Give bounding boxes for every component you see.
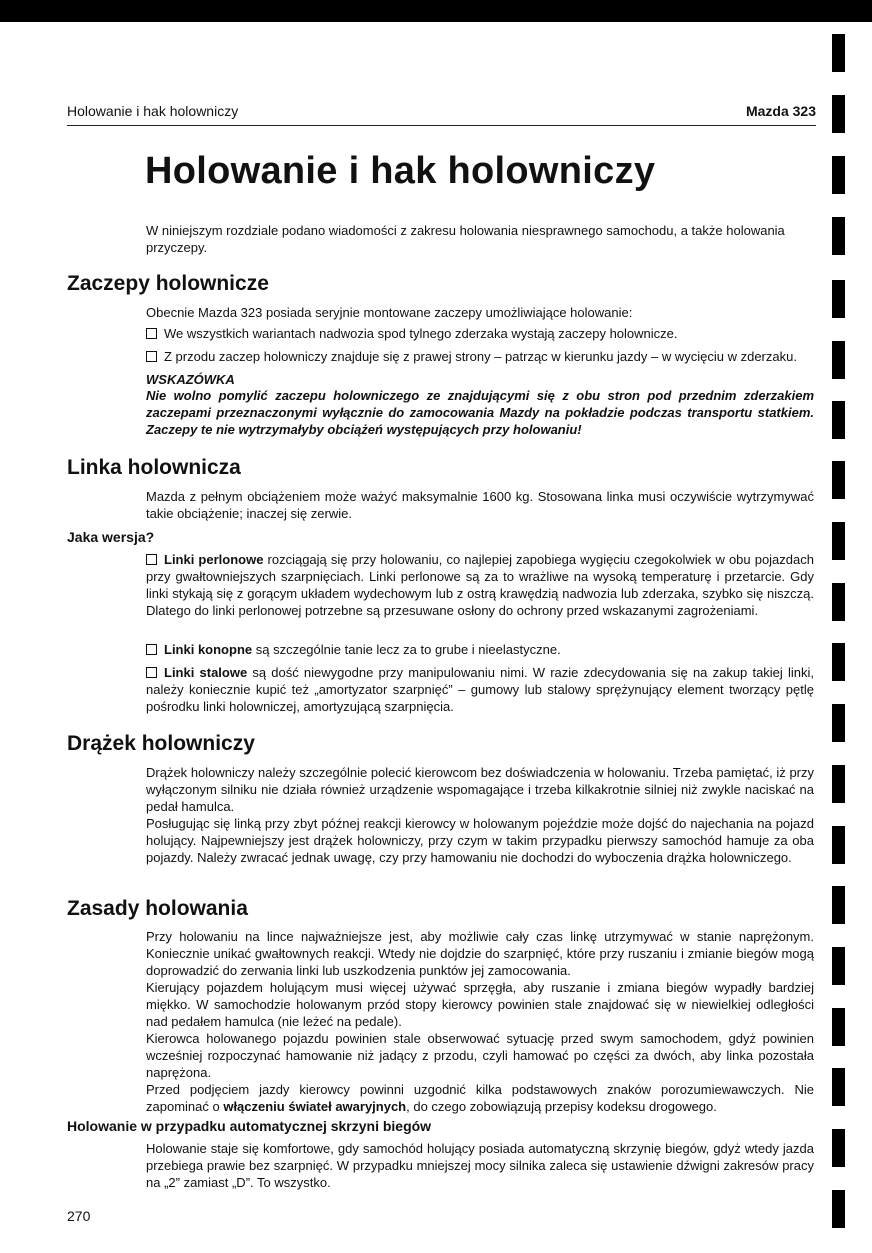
item-text: są szczególnie tanie lecz za to grube i nieelastyczne. (252, 642, 561, 657)
checkbox-bullet-icon (146, 644, 157, 655)
edge-mark (832, 886, 845, 924)
edge-mark (832, 1129, 845, 1167)
paragraph-text: , do czego zobowiązują przepisy kodeksu drogowego. (406, 1099, 717, 1114)
edge-mark (832, 95, 845, 133)
edge-mark (832, 643, 845, 681)
edge-mark (832, 1068, 845, 1106)
edge-mark (832, 1190, 845, 1228)
item-text: rozciągają się przy holowaniu, co najlepiej zapobiega wygięciu czegokolwiek w obu pojazdach przy gwałtowniejszych szarpnięciach. Linki perlonowe są za to wrażliwe na wysoką temperaturę i przetarcie. Gdy linki stykają się z gorącym układem wydechowym lub z ostrą krawędzią nadwozia lub zderzaka, szybko się niszczą. Dlatego do linki perlonowej potrzebne są przesuwane osłony do ochrony przed wskazanymi zagrożeniami. (146, 552, 814, 618)
header-chapter-title: Holowanie i hak holowniczy (67, 103, 239, 119)
item-text: są dość niewygodne przy manipulowaniu nimi. W razie zdecydowania się na zakup takiej linki, należy koniecznie kupić też „amortyzator szarpnięć” – gumowy lub stalowy sprężynujący element tworzący pętlę pośrodku linki holowniczej, amortyzującą szarpnięcia. (146, 665, 814, 714)
edge-mark (832, 765, 845, 803)
edge-mark (832, 826, 845, 864)
running-header (67, 101, 816, 126)
section-heading-linka: Linka holownicza (67, 456, 241, 479)
zasady-paragraph-3: Kierowca holowanego pojazdu powinien stale obserwować sytuację przed swym samochodem, gdyż powinien wcześniej rozpoczynać hamowanie niż jadący z przodu, czyli hamować po części za dwóch, aby linka pozostała naprężona. (146, 1031, 814, 1080)
item-term: Linki konopne (164, 642, 253, 657)
zasady-paragraph-1: Przy holowaniu na lince najważniejsze jest, aby możliwie cały czas linkę utrzymywać w stanie naprężonym. Koniecznie unikać gwałtownych reakcji. Wtedy nie dojdzie do szarpnięć, które przy ruszaniu i zmianie biegów mogą doprowadzić do zerwania linki lub uszkodzenia punktów jej zamocowania. (146, 929, 814, 978)
section-heading-zasady: Zasady holowania (67, 897, 248, 920)
zaczepy-text: Obecnie Mazda 323 posiada seryjnie montowane zaczepy umożliwiające holowanie: (146, 305, 633, 320)
note-text: Nie wolno pomylić zaczepu holowniczego ze znajdującymi się z obu stron pod przednim zderzakiem zaczepami przeznaczonymi wyłącznie do zamocowania Mazdy na pokładzie podczas transportu statkiem. Zaczepy te nie wytrzymałyby obciążeń występujących przy holowaniu! (146, 388, 814, 437)
drazek-paragraph-2: Posługując się linką przy zbyt późnej reakcji kierowcy w holowanym pojeździe może dojść do najechania na pojazd holujący. Najpewniejszy jest drążek holowniczy, przy czym w takim przypadku pierwszy samochód hamuje za oba pojazdy. Należy zwracać jednak uwagę, czy przy hamowaniu nie dochodzi do wyboczenia drążka holowniczego. (146, 816, 814, 865)
section-heading-drazek: Drążek holowniczy (67, 732, 255, 755)
linka-text: Mazda z pełnym obciążeniem może ważyć maksymalnie 1600 kg. Stosowana linka musi oczywiście wytrzymywać takie obciążenie; inaczej się zerwie. (146, 489, 814, 521)
edge-mark (832, 341, 845, 379)
automat-paragraph: Holowanie staje się komfortowe, gdy samochód holujący posiada automatyczną skrzynię biegów, gdyż wtedy jazda przebiega prawie bez szarpnięć. W przypadku mniejszej mocy silnika zaleca się ustawienie dźwigni zakresów pracy na „2” zamiast „D”. To wszystko. (146, 1141, 814, 1190)
edge-mark (832, 401, 845, 439)
emphasis-text: włączeniu świateł awaryjnych (223, 1099, 407, 1114)
edge-mark (832, 156, 845, 194)
edge-mark (832, 217, 845, 255)
item-term: Linki perlonowe (164, 552, 264, 567)
drazek-paragraph-1: Drążek holowniczy należy szczególnie polecić kierowcom bez doświadczenia w holowaniu. Trzeba pamiętać, iż przy wyłączonym silniku nie działa również urządzenie wspomagające i trzeba kilkakrotnie silniej niż zwykle naciskać na pedał hamulca. (146, 765, 814, 814)
paragraph-text: Przed podjęciem jazdy kierowcy powinni uzgodnić kilka podstawowych znaków porozumiewawczych. Nie zapominać o (146, 1082, 814, 1114)
edge-mark (832, 34, 845, 72)
item-term: Linki stalowe (164, 665, 248, 680)
linka-item-perlonowe (146, 551, 814, 619)
edge-mark (832, 1008, 845, 1046)
zaczepy-item-2-text: Z przodu zaczep holowniczy znajduje się z prawej strony – patrząc w kierunku jazdy – w wycięciu w zderzaku. (164, 349, 797, 364)
subheading-jaka-wersja: Jaka wersja? (67, 529, 155, 545)
zaczepy-item-2 (146, 348, 814, 365)
page-number: 270 (67, 1208, 91, 1224)
checkbox-bullet-icon (146, 667, 157, 678)
edge-mark (832, 461, 845, 499)
zasady-paragraph-4 (146, 1081, 814, 1115)
note-title: WSKAZÓWKA (146, 372, 235, 387)
linka-item-stalowe (146, 664, 814, 715)
edge-mark (832, 583, 845, 621)
edge-mark (832, 947, 845, 985)
intro-paragraph: W niniejszym rozdziale podano wiadomości z zakresu holowania niesprawnego samochodu, a także holowania przyczepy. (146, 223, 785, 255)
checkbox-bullet-icon (146, 554, 157, 565)
linka-item-konopne (146, 641, 814, 658)
zasady-paragraph-2: Kierujący pojazdem holującym musi więcej używać sprzęgła, aby ruszanie i zmiana biegów wypadły bardziej miękko. W samochodzie holowanym przód stopy kierowcy powinien stale znajdować się w niewielkiej odległości nad pedałem hamulca (nie leżeć na pedale). (146, 980, 814, 1029)
edge-mark (832, 522, 845, 560)
header-book-title: Mazda 323 (745, 103, 816, 119)
scan-top-border (0, 0, 872, 22)
subheading-automat: Holowanie w przypadku automatycznej skrzyni biegów (67, 1118, 432, 1134)
checkbox-bullet-icon (146, 328, 157, 339)
edge-mark (832, 704, 845, 742)
page-title: Holowanie i hak holowniczy (145, 150, 656, 192)
zaczepy-item-1-text: We wszystkich wariantach nadwozia spod tylnego zderzaka wystają zaczepy holownicze. (164, 326, 678, 341)
zaczepy-item-1 (146, 325, 814, 342)
checkbox-bullet-icon (146, 351, 157, 362)
edge-mark (832, 280, 845, 318)
section-heading-zaczepy: Zaczepy holownicze (67, 272, 269, 295)
